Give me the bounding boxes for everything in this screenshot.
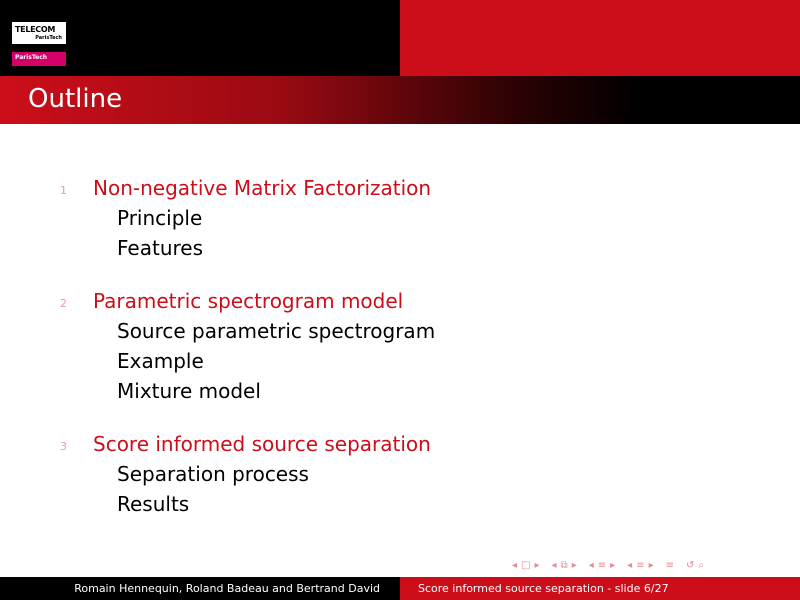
outline-subsection[interactable]: Mixture model	[117, 379, 261, 403]
header-left-panel	[0, 0, 400, 76]
footer-short-title: Score informed source separation - slide 6/27	[418, 582, 669, 595]
search-icon[interactable]: ⌕	[698, 560, 705, 571]
footer-right-panel	[400, 577, 800, 600]
frame-title-bar	[0, 76, 800, 124]
section-number: 3	[60, 440, 67, 453]
logo-top-block	[12, 22, 66, 44]
section-number: 1	[60, 184, 67, 197]
next-section-icon[interactable]: ▸	[648, 560, 654, 571]
telecom-paristech-logo	[12, 22, 66, 68]
prev-section-icon[interactable]: ◂	[627, 560, 633, 571]
prev-slide-icon[interactable]: ◂	[551, 560, 557, 571]
outline-section-title[interactable]: Score informed source separation	[93, 432, 431, 456]
subsection-icon[interactable]: ≡	[597, 560, 607, 571]
next-slide-icon[interactable]: ▸	[571, 560, 577, 571]
section-number: 2	[60, 297, 67, 310]
outline-section-title[interactable]: Non-negative Matrix Factorization	[93, 176, 432, 200]
next-frame-icon[interactable]: ▸	[534, 560, 540, 571]
outline-subsection[interactable]: Results	[117, 492, 190, 516]
prev-subsection-icon[interactable]: ◂	[588, 560, 594, 571]
outline-section-title[interactable]: Parametric spectrogram model	[93, 289, 404, 313]
frame-title: Outline	[28, 84, 123, 114]
outline-content	[0, 124, 800, 554]
footer-authors: Romain Hennequin, Roland Badeau and Bertrand David	[74, 582, 380, 595]
slide-footer	[0, 577, 800, 600]
logo-bottom-block	[12, 52, 66, 66]
section-icon[interactable]: ≡	[636, 560, 645, 571]
beamer-navigation-symbols	[512, 559, 708, 573]
next-subsection-icon[interactable]: ▸	[610, 560, 616, 571]
outline-subsection[interactable]: Source parametric spectrogram	[117, 319, 436, 343]
outline-subsection[interactable]: Separation process	[117, 462, 309, 486]
slide-header	[0, 0, 800, 76]
outline-subsection[interactable]: Principle	[117, 206, 203, 230]
outline-subsection[interactable]: Features	[117, 236, 203, 260]
back-icon[interactable]: ↺	[686, 560, 695, 571]
logo-bottom-text: ParisTech	[15, 54, 48, 61]
frame-icon[interactable]: □	[521, 560, 531, 571]
prev-frame-icon[interactable]: ◂	[512, 560, 518, 571]
outline-subsection[interactable]: Example	[117, 349, 204, 373]
footer-left-panel	[0, 577, 400, 600]
logo-telecom-text: TELECOM	[15, 25, 56, 34]
logo-paristech-text: ParisTech	[35, 35, 62, 41]
header-right-panel	[400, 0, 800, 76]
document-icon[interactable]: ≡	[665, 560, 675, 571]
slide-icon[interactable]: ⧉	[560, 560, 568, 571]
